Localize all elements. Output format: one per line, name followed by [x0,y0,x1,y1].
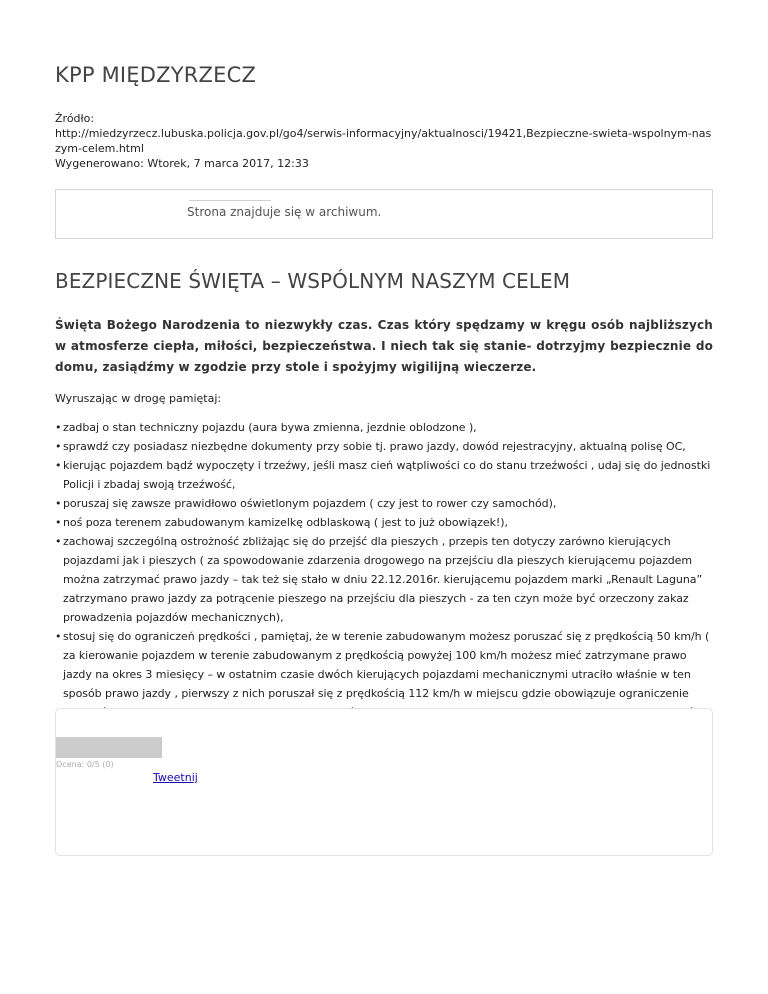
bullet-icon: • [55,440,62,453]
tip-text: zadbaj o stan techniczny pojazdu (aura bywa zmienna, jezdnie oblodzone ), [63,421,477,434]
bullet-icon: • [55,535,62,548]
bullet-icon: • [55,497,62,510]
source-label: Źródło: [55,112,95,125]
tip-text: kierując pojazdem bądź wypoczęty i trzeźwy, jeśli masz cień wątpliwości co do stanu trzeźwości , udaj się do jednostki Policji i zbadaj swoją trzeźwość, [63,459,711,491]
site-title: KPP MIĘDZYRZECZ [55,63,257,87]
tweet-link[interactable]: Tweetnij [153,771,198,784]
article-title: BEZPIECZNE ŚWIĘTA – WSPÓLNYM NASZYM CELEM [55,269,571,293]
tip-text: sprawdź czy posiadasz niezbędne dokumenty przy sobie tj. prawo jazdy, dowód rejestracyjny, aktualną polisę OC, [63,440,686,453]
archive-divider [189,200,271,201]
tips-list [55,418,713,741]
list-item [55,418,713,437]
source-url: http://miedzyrzecz.lubuska.policja.gov.pl/go4/serwis-informacyjny/aktualnosci/19421,Bezpieczne-swieta-wspolnym-naszym-celem.html [55,127,712,155]
rating-panel [55,708,713,856]
archive-notice: Strona znajduje się w archiwum. [187,205,382,219]
article-lead: Święta Bożego Narodzenia to niezwykły czas. Czas który spędzamy w kręgu osób najbliższych w atmosferze ciepła, miłości, bezpieczeństwa. I niech tak się stanie- dotrzyjmy bezpiecznie do domu, zasiądźmy w zgodzie przy stole i spożyjmy wigilijną wieczerze. [55,318,713,374]
list-item [55,494,713,513]
archive-notice-box [55,189,713,239]
rating-label: Ocena: 0/5 (0) [56,760,114,769]
tip-text: stosuj się do ograniczeń prędkości , pamiętaj, że w terenie zabudowanym możesz poruszać się z prędkością 50 km/h ( za kierowanie pojazdem w terenie zabudowanym z prędkością powyżej 100 km/h możesz mieć zatrzymane prawo jazdy na okres 3 miesięcy – w ostatnim czasie dwóch kierujących pojazdami mechanicznymi utraciło właśnie w ten sposób prawo jazdy , pierwszy z nich poruszał się z prędkością 112 km/h w miejscu gdzie obowiązuje ograniczenie [63,630,710,700]
rating-stars-bar[interactable] [56,737,162,758]
bullet-icon: • [55,516,62,529]
tip-text: zachowaj szczególną ostrożność zbliżając się do przejść dla pieszych , przepis ten dotyczy zarówno kierujących pojazdami jak i pieszych ( za spowodowanie zdarzenia drogowego na przejściu dla pieszych kierującemu pojazdem można zatrzymać prawo jazdy – tak też się stało w dniu 22.12.2016r. kierującemu pojazdem marki „Renault Laguna” zatrzymano prawo jazdy za potrącenie pieszego na przejściu dla pieszych - za ten czyn może być orzeczony zakaz prowadzenia pojazdów mechanicznych), [63,535,703,624]
bullet-icon: • [55,630,62,643]
list-item [55,456,713,494]
article-intro: Wyruszając w drogę pamiętaj: [55,392,222,405]
source-meta [55,111,713,171]
tip-text: noś poza terenem zabudowanym kamizelkę odblaskową ( jest to już obowiązek!), [63,516,508,529]
list-item [55,513,713,532]
list-item [55,532,713,627]
list-item [55,437,713,456]
bullet-icon: • [55,421,62,434]
bullet-icon: • [55,459,62,472]
generated-date: Wygenerowano: Wtorek, 7 marca 2017, 12:33 [55,157,309,170]
tip-text: poruszaj się zawsze prawidłowo oświetlonym pojazdem ( czy jest to rower czy samochód), [63,497,557,510]
